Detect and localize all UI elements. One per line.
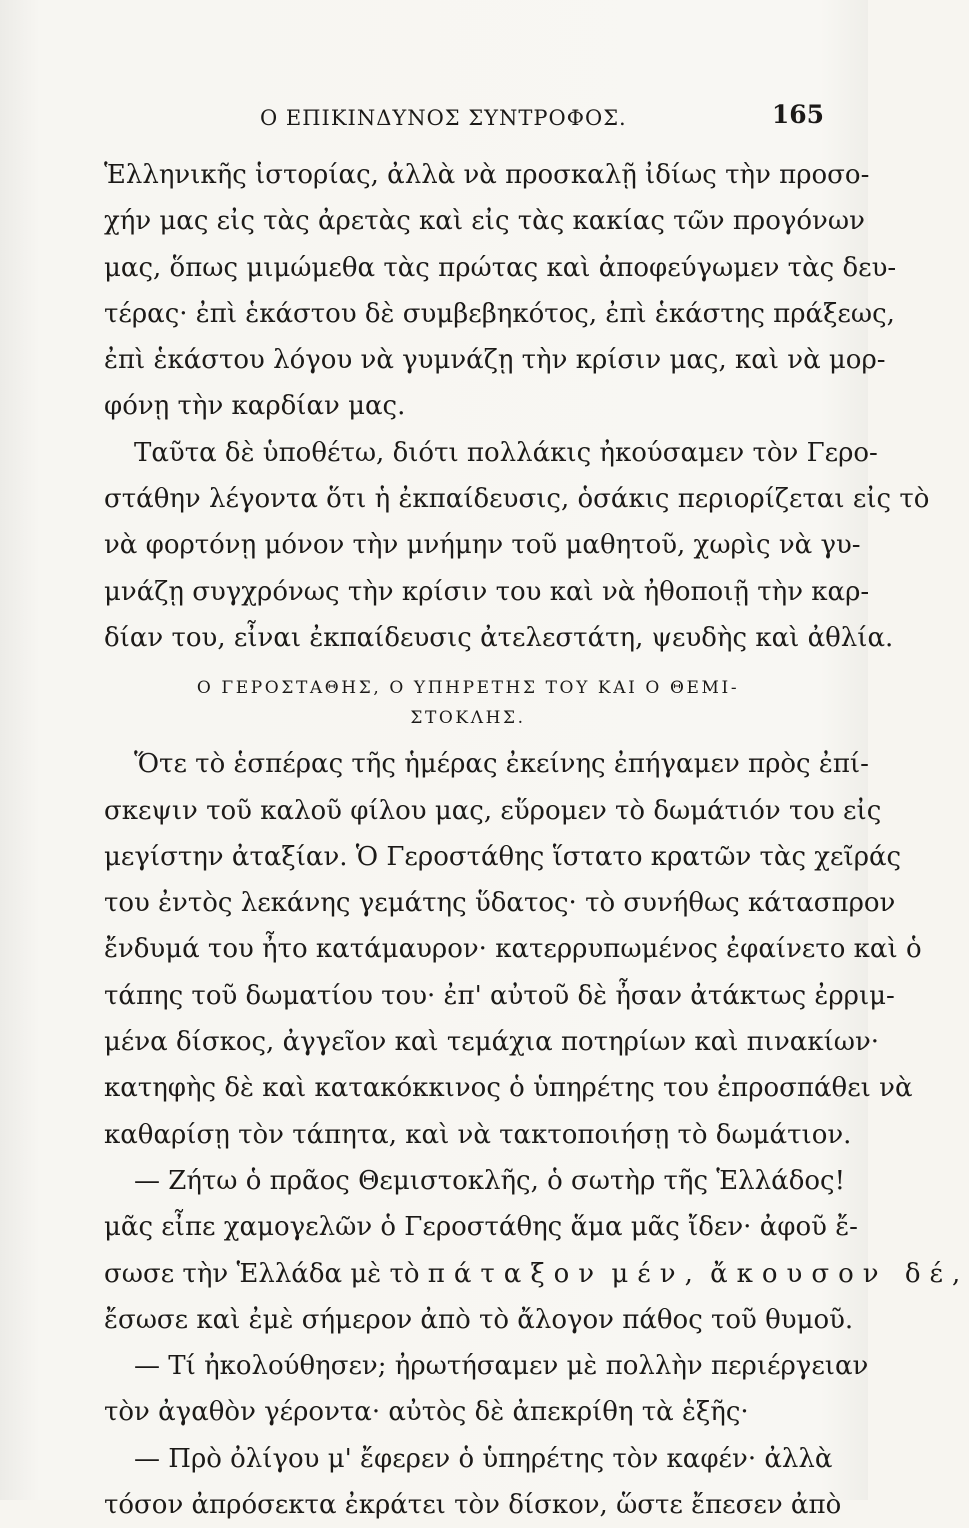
text-line: Ἑλληνικῆς ἱστορίας, ἀλλὰ νὰ προσκαλῇ ἰδίως τὴν προσο- — [104, 160, 870, 190]
page-number: 165 — [771, 100, 824, 129]
text-line: δίαν του, εἶναι ἐκπαίδευσις ἀτελεστάτη, ψευδὴς καὶ ἀθλία. — [104, 622, 894, 653]
text-line: νὰ φορτόνῃ μόνον τὴν μνήμην τοῦ μαθητοῦ, χωρὶς νὰ γυ- — [104, 530, 861, 561]
text-line: του ἐντὸς λεκάνης γεμάτης ὕδατος· τὸ συνήθως κάτασπρον — [104, 888, 896, 919]
running-title: Ο ΕΠΙΚΙΝΔΥΝΟΣ ΣΥΝΤΡΟΦΟΣ. — [260, 106, 627, 130]
emphasized-word: ἄκουσον δέ, — [710, 1258, 969, 1289]
text-line: τόσον ἀπρόσεκτα ἐκράτει τὸν δίσκον, ὥστε ἔπεσεν ἀπὸ — [104, 1490, 842, 1521]
text-line: φόνῃ τὴν καρδίαν μας. — [104, 391, 406, 422]
text-line — [104, 1251, 969, 1297]
paragraph-5 — [104, 1343, 869, 1436]
text-line: σκεψιν τοῦ καλοῦ φίλου μας, εὕρομεν τὸ δωμάτιόν του εἰς — [104, 795, 882, 826]
text-line: μας, ὅπως μιμώμεθα τὰς πρώτας καὶ ἀποφεύγωμεν τὰς δευ- — [104, 252, 897, 283]
paragraph-6 — [104, 1436, 842, 1528]
section-heading-continuation: ΣΤΟΚΛΗΣ. — [410, 708, 526, 729]
text-line: ἐπὶ ἑκάστου λόγου νὰ γυμνάζῃ τὴν κρίσιν μας, καὶ νὰ μορ- — [104, 345, 886, 376]
emphasized-word: πάταξον — [427, 1258, 604, 1289]
paragraph-4 — [104, 1158, 969, 1343]
text-segment: σωσε τὴν Ἑλλάδα μὲ τὸ — [104, 1258, 420, 1289]
text-line: ἔνδυμά του ἦτο κατάμαυρον· κατερρυπωμένος ἐφαίνετο καὶ ὁ — [104, 934, 922, 965]
text-line: χήν μας εἰς τὰς ἀρετὰς καὶ εἰς τὰς κακίας τῶν προγόνων — [104, 206, 865, 237]
body-text — [104, 152, 969, 1528]
text-line: τὸν ἀγαθὸν γέροντα· αὐτὸς δὲ ἀπεκρίθη τὰ ἑξῆς· — [104, 1397, 749, 1428]
text-line: τάπης τοῦ δωματίου του· ἐπ' αὐτοῦ δὲ ἦσαν ἀτάκτως ἐρριμ- — [104, 980, 895, 1011]
paragraph-1 — [104, 152, 897, 430]
paragraph-3 — [104, 741, 922, 1158]
text-line: ἔσωσε καὶ ἐμὲ σήμερον ἀπὸ τὸ ἄλογον πάθος τοῦ θυμοῦ. — [104, 1304, 854, 1335]
section-heading: Ο ΓΕΡΟΣΤΑΘΗΣ, Ο ΥΠΗΡΕΤΗΣ ΤΟΥ ΚΑΙ Ο ΘΕΜΙ- — [196, 678, 740, 699]
text-line: κατηφὴς δὲ καὶ κατακόκκινος ὁ ὑπηρέτης του ἐπροσπάθει νὰ — [104, 1073, 913, 1104]
text-line: τέρας· ἐπὶ ἑκάστου δὲ συμβεβηκότος, ἐπὶ ἑκάστης πράξεως, — [104, 298, 895, 329]
text-line: μᾶς εἶπε χαμογελῶν ὁ Γεροστάθης ἅμα μᾶς ἴδεν· ἀφοῦ ἔ- — [104, 1212, 858, 1243]
paragraph-2 — [104, 430, 930, 661]
page-header — [110, 96, 830, 136]
text-line: Ταῦτα δὲ ὑποθέτω, διότι πολλάκις ἠκούσαμεν τὸν Γερο- — [134, 437, 878, 468]
text-line: στάθην λέγοντα ὅτι ἡ ἐκπαίδευσις, ὁσάκις περιορίζεται εἰς τὸ — [104, 484, 930, 515]
text-line: — Πρὸ ὀλίγου μ' ἔφερεν ὁ ὑπηρέτης τὸν καφέν· ἀλλὰ — [134, 1443, 833, 1474]
text-line: μεγίστην ἀταξίαν. Ὁ Γεροστάθης ἵστατο κρατῶν τὰς χεῖράς — [104, 841, 902, 872]
text-line: καθαρίσῃ τὸν τάπητα, καὶ νὰ τακτοποιήσῃ τὸ δωμάτιον. — [104, 1119, 852, 1150]
text-line: μένα δίσκος, ἀγγεῖον καὶ τεμάχια ποτηρίων καὶ πινακίων· — [104, 1027, 880, 1058]
text-line: — Ζήτω ὁ πρᾶος Θεμιστοκλῆς, ὁ σωτὴρ τῆς Ἑλλάδος! — [134, 1165, 846, 1196]
emphasized-word: μέν, — [611, 1258, 702, 1289]
text-line: — Τί ἠκολούθησεν; ἠρωτήσαμεν μὲ πολλὴν περιέργειαν — [134, 1351, 869, 1382]
text-line: μνάζῃ συγχρόνως τὴν κρίσιν του καὶ νὰ ἠθοποιῇ τὴν καρ- — [104, 576, 870, 607]
text-line: Ὅτε τὸ ἑσπέρας τῆς ἡμέρας ἐκείνης ἐπήγαμεν πρὸς ἐπί- — [134, 749, 869, 780]
